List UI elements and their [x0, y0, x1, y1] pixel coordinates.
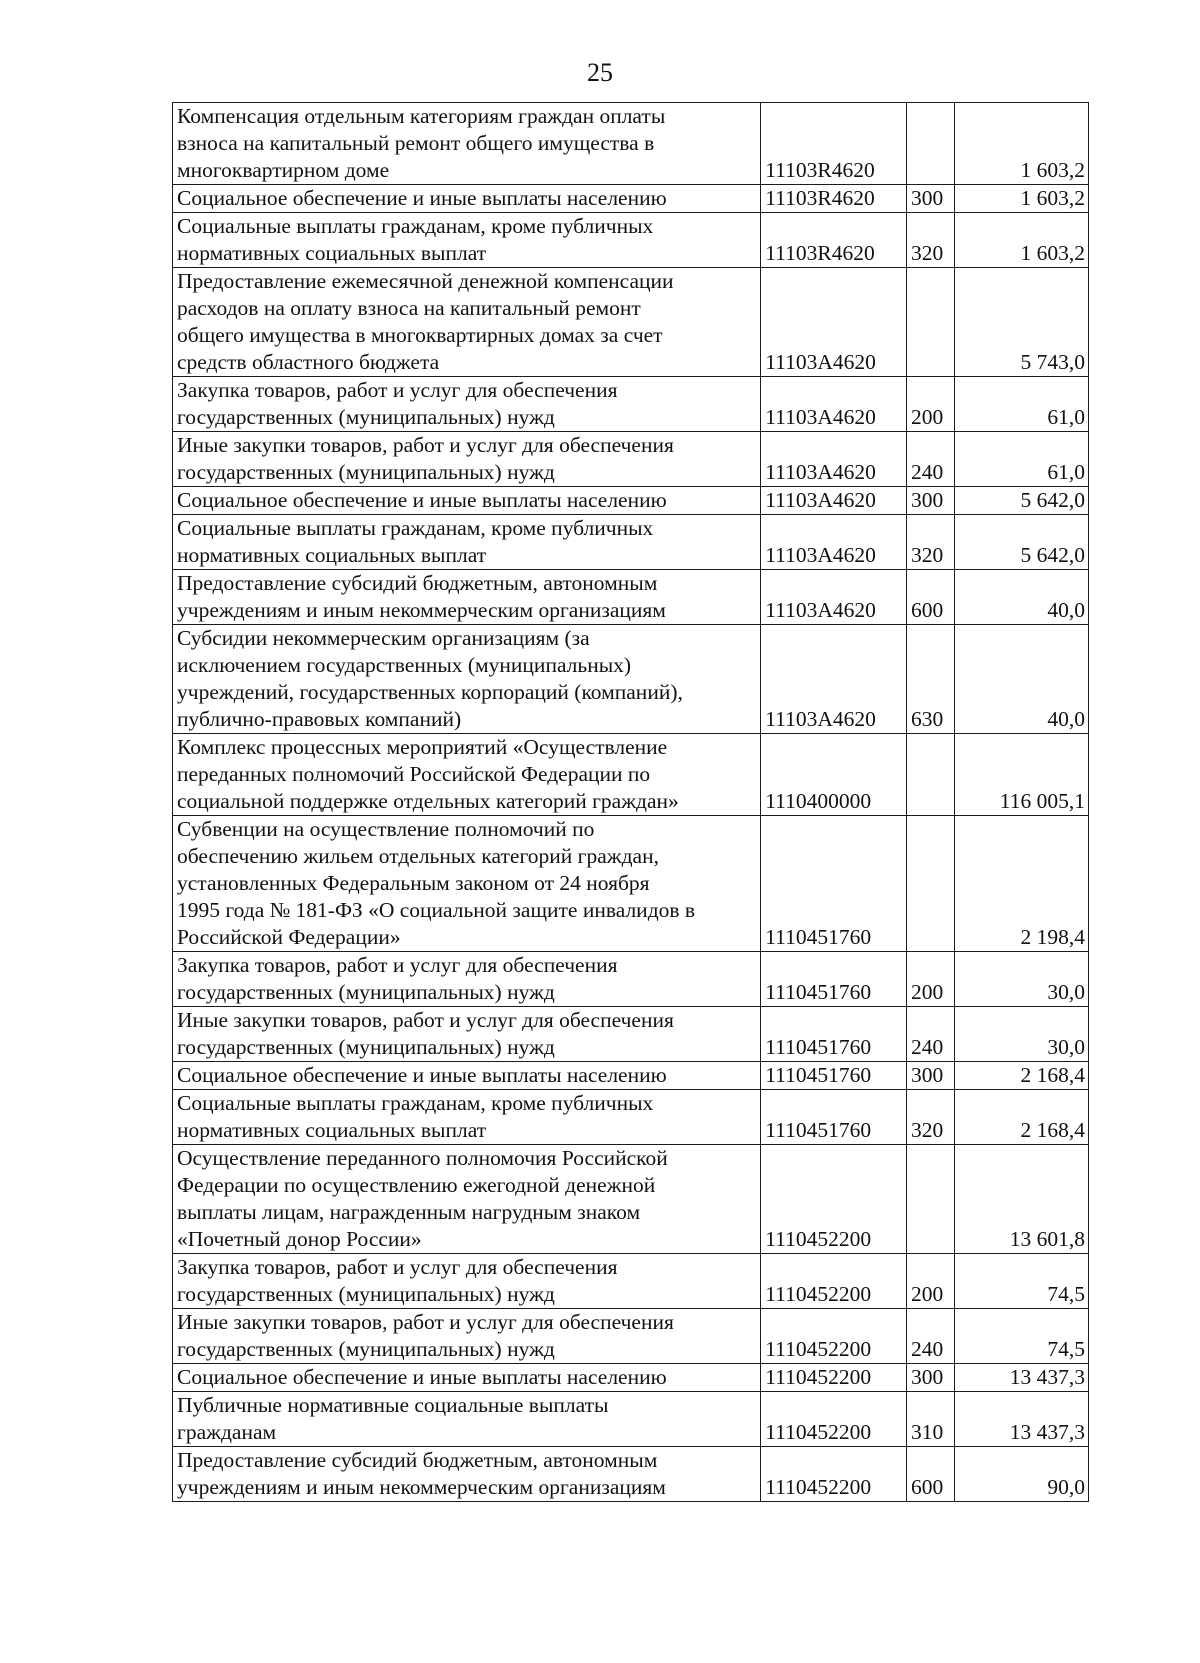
- row-name-line: Компенсация отдельным категориям граждан оплаты: [177, 104, 666, 128]
- row-name-line: общего имущества в многоквартирных домах за счет: [177, 323, 663, 347]
- row-code-cell: 1110452200: [761, 1392, 907, 1447]
- row-amount-cell: 5 642,0: [955, 515, 1089, 570]
- row-name-line: установленных Федеральным законом от 24 ноября: [177, 871, 650, 895]
- row-type-cell: 320: [906, 213, 954, 268]
- table-row: [173, 515, 1089, 570]
- row-code-cell: 1110451760: [761, 1007, 907, 1062]
- table-row: [173, 1090, 1089, 1145]
- row-code-cell: 1110452200: [761, 1364, 907, 1392]
- table-row: [173, 1447, 1089, 1502]
- row-name-line: Предоставление ежемесячной денежной компенсации: [177, 269, 674, 293]
- row-name-cell: [173, 213, 761, 268]
- row-type-cell: 320: [906, 515, 954, 570]
- table-row: [173, 570, 1089, 625]
- table-row: [173, 816, 1089, 952]
- row-name-line: Социальное обеспечение и иные выплаты населению: [177, 1063, 667, 1087]
- row-name-cell: [173, 1090, 761, 1145]
- row-name-cell: [173, 268, 761, 377]
- row-name-line: государственных (муниципальных) нужд: [177, 405, 555, 429]
- row-type-cell: 240: [906, 1309, 954, 1364]
- row-code-cell: 1110452200: [761, 1447, 907, 1502]
- row-name-line: нормативных социальных выплат: [177, 543, 487, 567]
- table-row: [173, 1392, 1089, 1447]
- row-name-line: Предоставление субсидий бюджетным, автономным: [177, 1448, 658, 1472]
- page-number: 25: [587, 58, 613, 87]
- row-name-line: нормативных социальных выплат: [177, 1118, 487, 1142]
- table-row: [173, 1007, 1089, 1062]
- row-name-line: взноса на капитальный ремонт общего имущества в: [177, 131, 655, 155]
- row-code-cell: 11103R4620: [761, 103, 907, 185]
- row-name-cell: [173, 1062, 761, 1090]
- row-name-line: Осуществление переданного полномочия Российской: [177, 1146, 668, 1170]
- table-row: [173, 952, 1089, 1007]
- row-type-cell: 240: [906, 432, 954, 487]
- row-type-cell: 310: [906, 1392, 954, 1447]
- table-row: [173, 625, 1089, 734]
- row-amount-cell: 5 642,0: [955, 487, 1089, 515]
- row-name-line: выплаты лицам, награжденным нагрудным знаком: [177, 1200, 641, 1224]
- table-row: [173, 185, 1089, 213]
- row-code-cell: 11103А4620: [761, 625, 907, 734]
- row-name-line: исключением государственных (муниципальных): [177, 653, 632, 677]
- row-name-line: Социальное обеспечение и иные выплаты населению: [177, 186, 667, 210]
- row-amount-cell: 74,5: [955, 1254, 1089, 1309]
- table-row: [173, 487, 1089, 515]
- table-row: [173, 377, 1089, 432]
- row-code-cell: 11103R4620: [761, 213, 907, 268]
- row-type-cell: 200: [906, 377, 954, 432]
- row-amount-cell: 2 168,4: [955, 1062, 1089, 1090]
- row-code-cell: 11103А4620: [761, 432, 907, 487]
- row-name-cell: [173, 377, 761, 432]
- row-code-cell: 1110400000: [761, 734, 907, 816]
- row-name-line: Социальное обеспечение и иные выплаты населению: [177, 488, 667, 512]
- row-name-cell: [173, 1364, 761, 1392]
- row-name-line: нормативных социальных выплат: [177, 241, 487, 265]
- row-code-cell: 1110452200: [761, 1254, 907, 1309]
- row-type-cell: [906, 1145, 954, 1254]
- row-code-cell: 1110452200: [761, 1145, 907, 1254]
- row-code-cell: 1110451760: [761, 1090, 907, 1145]
- row-amount-cell: 30,0: [955, 952, 1089, 1007]
- row-name-line: учреждений, государственных корпораций (компаний),: [177, 680, 683, 704]
- row-name-line: Иные закупки товаров, работ и услуг для обеспечения: [177, 1310, 674, 1334]
- budget-table: [172, 102, 1089, 1502]
- row-amount-cell: 90,0: [955, 1447, 1089, 1502]
- row-code-cell: 11103А4620: [761, 570, 907, 625]
- table-row: [173, 213, 1089, 268]
- row-code-cell: 1110451760: [761, 816, 907, 952]
- row-amount-cell: 13 601,8: [955, 1145, 1089, 1254]
- row-code-cell: 1110452200: [761, 1309, 907, 1364]
- row-name-line: государственных (муниципальных) нужд: [177, 460, 555, 484]
- row-name-line: публично-правовых компаний): [177, 707, 462, 731]
- row-code-cell: 11103А4620: [761, 268, 907, 377]
- table-row: [173, 1062, 1089, 1090]
- budget-table-body: [173, 103, 1089, 1502]
- row-name-line: Социальное обеспечение и иные выплаты населению: [177, 1365, 667, 1389]
- row-name-cell: [173, 816, 761, 952]
- row-type-cell: 300: [906, 1062, 954, 1090]
- row-type-cell: 200: [906, 1254, 954, 1309]
- row-type-cell: 600: [906, 1447, 954, 1502]
- row-name-cell: [173, 432, 761, 487]
- row-amount-cell: 13 437,3: [955, 1392, 1089, 1447]
- row-name-line: учреждениям и иным некоммерческим организациям: [177, 1475, 666, 1499]
- row-code-cell: 11103А4620: [761, 377, 907, 432]
- row-name-line: социальной поддержке отдельных категорий граждан»: [177, 789, 679, 813]
- row-name-line: Федерации по осуществлению ежегодной денежной: [177, 1173, 656, 1197]
- row-amount-cell: 5 743,0: [955, 268, 1089, 377]
- row-type-cell: 300: [906, 1364, 954, 1392]
- row-name-cell: [173, 1254, 761, 1309]
- row-name-line: многоквартирном доме: [177, 158, 390, 182]
- row-name-line: Иные закупки товаров, работ и услуг для обеспечения: [177, 433, 674, 457]
- row-amount-cell: 116 005,1: [955, 734, 1089, 816]
- row-name-line: переданных полномочий Российской Федерации по: [177, 762, 651, 786]
- row-name-line: государственных (муниципальных) нужд: [177, 980, 555, 1004]
- row-type-cell: 320: [906, 1090, 954, 1145]
- table-row: [173, 1309, 1089, 1364]
- row-name-line: Закупка товаров, работ и услуг для обеспечения: [177, 378, 618, 402]
- row-amount-cell: 1 603,2: [955, 213, 1089, 268]
- row-amount-cell: 1 603,2: [955, 103, 1089, 185]
- row-name-line: Социальные выплаты гражданам, кроме публичных: [177, 214, 654, 238]
- row-amount-cell: 1 603,2: [955, 185, 1089, 213]
- row-type-cell: 630: [906, 625, 954, 734]
- row-name-line: расходов на оплату взноса на капитальный ремонт: [177, 296, 641, 320]
- row-name-cell: [173, 515, 761, 570]
- row-name-cell: [173, 570, 761, 625]
- table-row: [173, 432, 1089, 487]
- row-name-line: государственных (муниципальных) нужд: [177, 1337, 555, 1361]
- row-name-line: Закупка товаров, работ и услуг для обеспечения: [177, 1255, 618, 1279]
- row-amount-cell: 61,0: [955, 377, 1089, 432]
- row-name-line: Публичные нормативные социальные выплаты: [177, 1393, 609, 1417]
- row-amount-cell: 30,0: [955, 1007, 1089, 1062]
- row-code-cell: 11103А4620: [761, 515, 907, 570]
- row-amount-cell: 2 198,4: [955, 816, 1089, 952]
- table-row: [173, 1254, 1089, 1309]
- row-name-cell: [173, 1007, 761, 1062]
- row-name-cell: [173, 487, 761, 515]
- row-name-line: Субсидии некоммерческим организациям (за: [177, 626, 590, 650]
- table-row: [173, 734, 1089, 816]
- row-name-line: Предоставление субсидий бюджетным, автономным: [177, 571, 658, 595]
- row-amount-cell: 13 437,3: [955, 1364, 1089, 1392]
- table-row: [173, 268, 1089, 377]
- row-type-cell: 300: [906, 185, 954, 213]
- row-type-cell: [906, 268, 954, 377]
- row-amount-cell: 40,0: [955, 625, 1089, 734]
- row-name-line: Субвенции на осуществление полномочий по: [177, 817, 595, 841]
- table-row: [173, 1364, 1089, 1392]
- row-code-cell: 11103R4620: [761, 185, 907, 213]
- row-type-cell: [906, 103, 954, 185]
- row-code-cell: 1110451760: [761, 952, 907, 1007]
- table-row: [173, 1145, 1089, 1254]
- row-name-line: гражданам: [177, 1420, 277, 1444]
- row-type-cell: 600: [906, 570, 954, 625]
- row-name-line: Закупка товаров, работ и услуг для обеспечения: [177, 953, 618, 977]
- row-name-line: Социальные выплаты гражданам, кроме публичных: [177, 1091, 654, 1115]
- row-name-cell: [173, 1392, 761, 1447]
- row-name-cell: [173, 952, 761, 1007]
- row-amount-cell: 40,0: [955, 570, 1089, 625]
- row-type-cell: 300: [906, 487, 954, 515]
- row-type-cell: 240: [906, 1007, 954, 1062]
- row-name-line: учреждениям и иным некоммерческим организациям: [177, 598, 666, 622]
- row-name-cell: [173, 1447, 761, 1502]
- row-type-cell: 200: [906, 952, 954, 1007]
- row-name-line: 1995 года № 181-ФЗ «О социальной защите инвалидов в: [177, 898, 696, 922]
- row-name-line: Комплекс процессных мероприятий «Осуществление: [177, 735, 668, 759]
- row-amount-cell: 61,0: [955, 432, 1089, 487]
- row-name-line: Российской Федерации»: [177, 925, 401, 949]
- row-amount-cell: 2 168,4: [955, 1090, 1089, 1145]
- row-name-line: государственных (муниципальных) нужд: [177, 1035, 555, 1059]
- row-name-cell: [173, 1309, 761, 1364]
- row-name-cell: [173, 103, 761, 185]
- row-code-cell: 11103А4620: [761, 487, 907, 515]
- row-name-cell: [173, 625, 761, 734]
- row-name-cell: [173, 1145, 761, 1254]
- row-name-line: обеспечению жильем отдельных категорий граждан,: [177, 844, 659, 868]
- table-row: [173, 103, 1089, 185]
- row-name-line: Иные закупки товаров, работ и услуг для обеспечения: [177, 1008, 674, 1032]
- row-amount-cell: 74,5: [955, 1309, 1089, 1364]
- row-name-line: «Почетный донор России»: [177, 1227, 422, 1251]
- row-name-line: государственных (муниципальных) нужд: [177, 1282, 555, 1306]
- row-type-cell: [906, 734, 954, 816]
- row-code-cell: 1110451760: [761, 1062, 907, 1090]
- row-name-cell: [173, 185, 761, 213]
- row-name-line: Социальные выплаты гражданам, кроме публичных: [177, 516, 654, 540]
- row-name-cell: [173, 734, 761, 816]
- row-type-cell: [906, 816, 954, 952]
- row-name-line: средств областного бюджета: [177, 350, 440, 374]
